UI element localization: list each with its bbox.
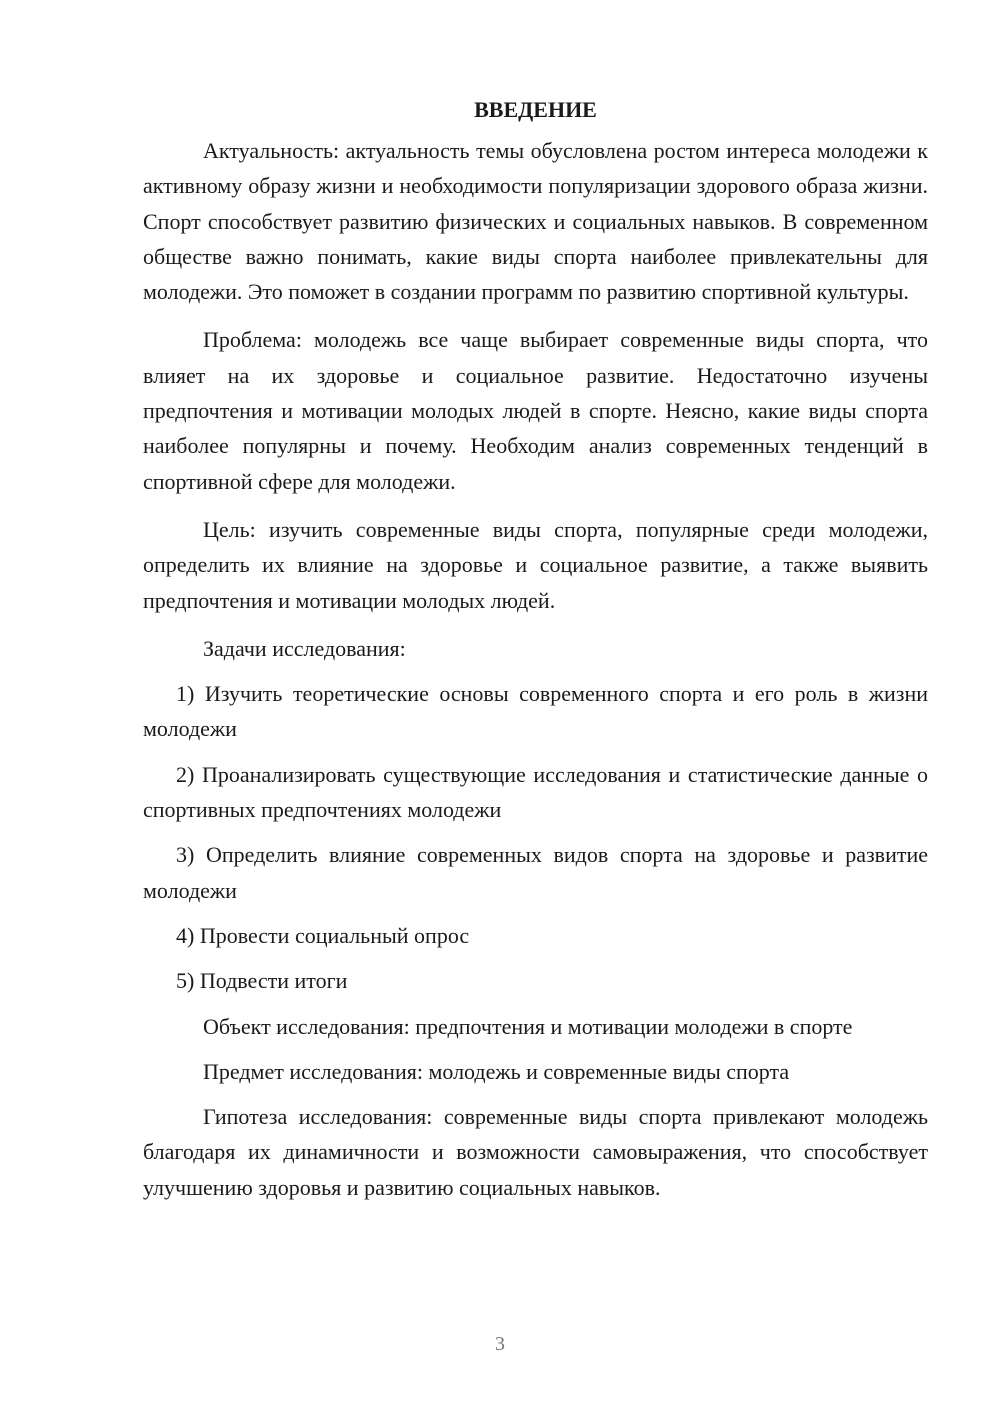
relevance-paragraph: Актуальность: актуальность темы обусловлена ростом интереса молодежи к активному образу жизни и необходимости популяризации здорового образа жизни. Спорт способствует развитию физических и социальных навыков. В современном обществе важно понимать, какие виды спорта наиболее привлекательны для молодежи. Это поможет в создании программ по развитию спортивной культуры. (143, 138, 928, 305)
task-item-2: 2) Проанализировать существующие исследования и статистические данные о спортивных предпочтениях молодежи (143, 761, 928, 823)
problem-paragraph: Проблема: молодежь все чаще выбирает современные виды спорта, что влияет на их здоровье и социальное развитие. Недостаточно изучены предпочтения и мотивации молодых людей в спорте. Неясно, какие виды спорта наиболее популярны и почему. Необходим анализ современных тенденций в спортивной сфере для молодежи. (143, 327, 928, 494)
task-item-1: 1) Изучить теоретические основы современного спорта и его роль в жизни молодежи (143, 681, 928, 742)
subject-paragraph: Предмет исследования: молодежь и современные виды спорта (203, 1058, 790, 1084)
document-page (143, 92, 928, 1215)
section-title: ВВЕДЕНИЕ (474, 97, 597, 122)
hypothesis-paragraph: Гипотеза исследования: современные виды спорта привлекают молодежь благодаря их динамичности и возможности самовыражения, что способствует улучшению здоровья и развитию социальных навыков. (143, 1104, 928, 1200)
tasks-heading: Задачи исследования: (203, 635, 406, 661)
goal-paragraph: Цель: изучить современные виды спорта, популярные среди молодежи, определить их влияние на здоровье и социальное развитие, а также выявить предпочтения и мотивации молодых людей. (143, 516, 928, 613)
task-item-3: 3) Определить влияние современных видов спорта на здоровье и развитие молодежи (143, 842, 928, 903)
object-paragraph: Объект исследования: предпочтения и мотивации молодежи в спорте (203, 1013, 853, 1039)
task-item-4: 4) Провести социальный опрос (176, 922, 470, 948)
task-item-5: 5) Подвести итоги (176, 968, 348, 994)
page-number: 3 (495, 1333, 505, 1355)
